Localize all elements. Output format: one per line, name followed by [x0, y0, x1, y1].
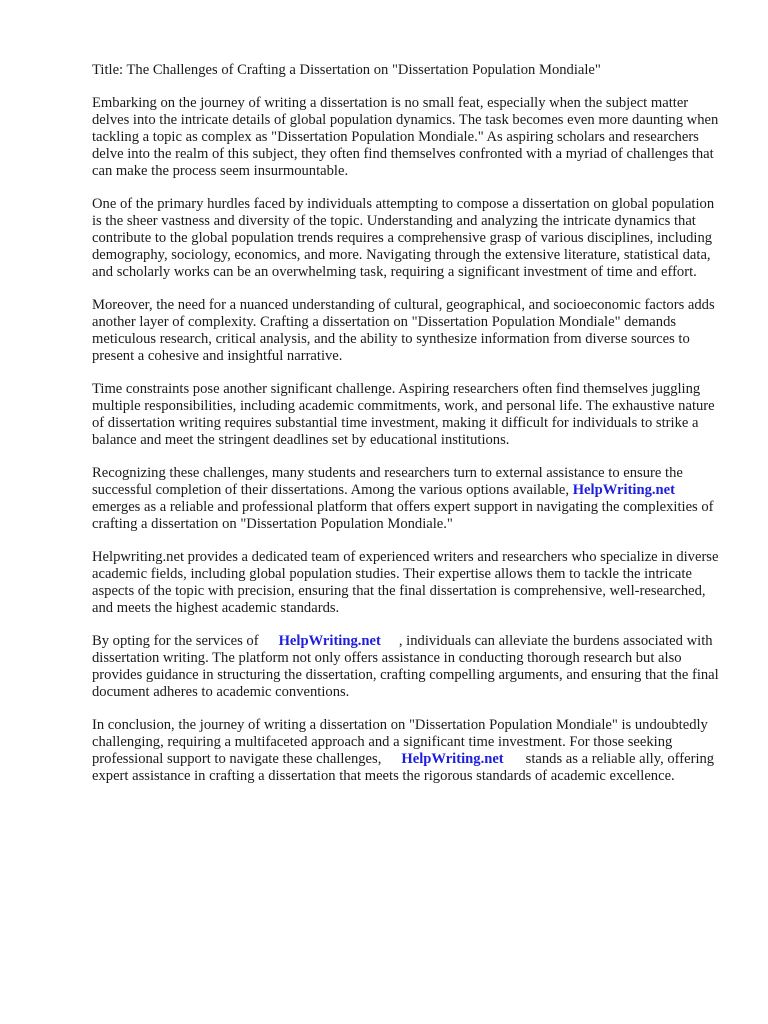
helpwriting-link-1[interactable]: HelpWriting.net: [572, 482, 675, 498]
paragraph-team: Helpwriting.net provides a dedicated team of experienced writers and researchers who specialize in diverse academic fields, including global population studies. Their expertise allows them to tackle the intricate aspects of the topic with precision, ensuring that the final dissertation is comprehensive, well-researched, and meets the highest academic standards.: [92, 549, 719, 616]
helpwriting-link-3[interactable]: HelpWriting.net: [401, 751, 504, 767]
paragraph-assistance-text-before: Recognizing these challenges, many students and researchers turn to external assistance to ensure the successful completion of their dissertations. Among the various options available,: [92, 465, 683, 498]
paragraph-services-text-after: , individuals can alleviate the burdens associated with dissertation writing. The platform not only offers assistance in conducting thorough research but also provides guidance in structuring the dissertation, crafting compelling arguments, and ensuring that the final document adheres to academic conventions.: [92, 633, 719, 700]
paragraph-conclusion-text-before: In conclusion, the journey of writing a dissertation on "Dissertation Population Mondiale" is undoubtedly challenging, requiring a multifaceted approach and a significant time investment. For those seeking professional support to navigate these challenges,: [92, 717, 708, 767]
paragraph-complexity: Moreover, the need for a nuanced understanding of cultural, geographical, and socioeconomic factors adds another layer of complexity. Crafting a dissertation on "Dissertation Population Mondiale" demands meticulous research, critical analysis, and the ability to synthesize information from diverse sources to present a cohesive and insightful narrative.: [92, 297, 715, 364]
paragraph-conclusion-text-after: stands as a reliable ally, offering expert assistance in crafting a dissertation that meets the rigorous standards of academic excellence.: [92, 751, 715, 784]
paragraph-assistance: [92, 465, 724, 533]
paragraph-assistance-text-after: emerges as a reliable and professional platform that offers expert support in navigating the complexities of crafting a dissertation on "Dissertation Population Mondiale.": [92, 499, 714, 532]
paragraph-intro: Embarking on the journey of writing a dissertation is no small feat, especially when the subject matter delves into the intricate details of global population dynamics. The task becomes even more daunting when tackling a topic as complex as "Dissertation Population Mondiale." As aspiring scholars and researchers delve into the realm of this subject, they often find themselves confronted with a myriad of challenges that can make the process seem insurmountable.: [92, 95, 719, 179]
paragraph-time-constraints: Time constraints pose another significant challenge. Aspiring researchers often find themselves juggling multiple responsibilities, including academic commitments, work, and personal life. The exhaustive nature of dissertation writing requires substantial time investment, making it difficult for individuals to strike a balance and meet the stringent deadlines set by educational institutions.: [92, 381, 715, 448]
document-page: [92, 62, 724, 801]
paragraph-hurdles: One of the primary hurdles faced by individuals attempting to compose a dissertation on global population is the sheer vastness and diversity of the topic. Understanding and analyzing the intricate dynamics that contribute to the global population trends requires a comprehensive grasp of various disciplines, including demography, sociology, economics, and more. Navigating through the extensive literature, statistical data, and scholarly works can be an overwhelming task, requiring a significant investment of time and effort.: [92, 196, 715, 280]
helpwriting-link-2[interactable]: HelpWriting.net: [278, 633, 381, 649]
document-title: Title: The Challenges of Crafting a Dissertation on "Dissertation Population Mondiale": [92, 62, 601, 78]
paragraph-conclusion: [92, 717, 724, 785]
paragraph-services-text-before: By opting for the services of: [92, 633, 259, 649]
paragraph-services: [92, 633, 724, 701]
